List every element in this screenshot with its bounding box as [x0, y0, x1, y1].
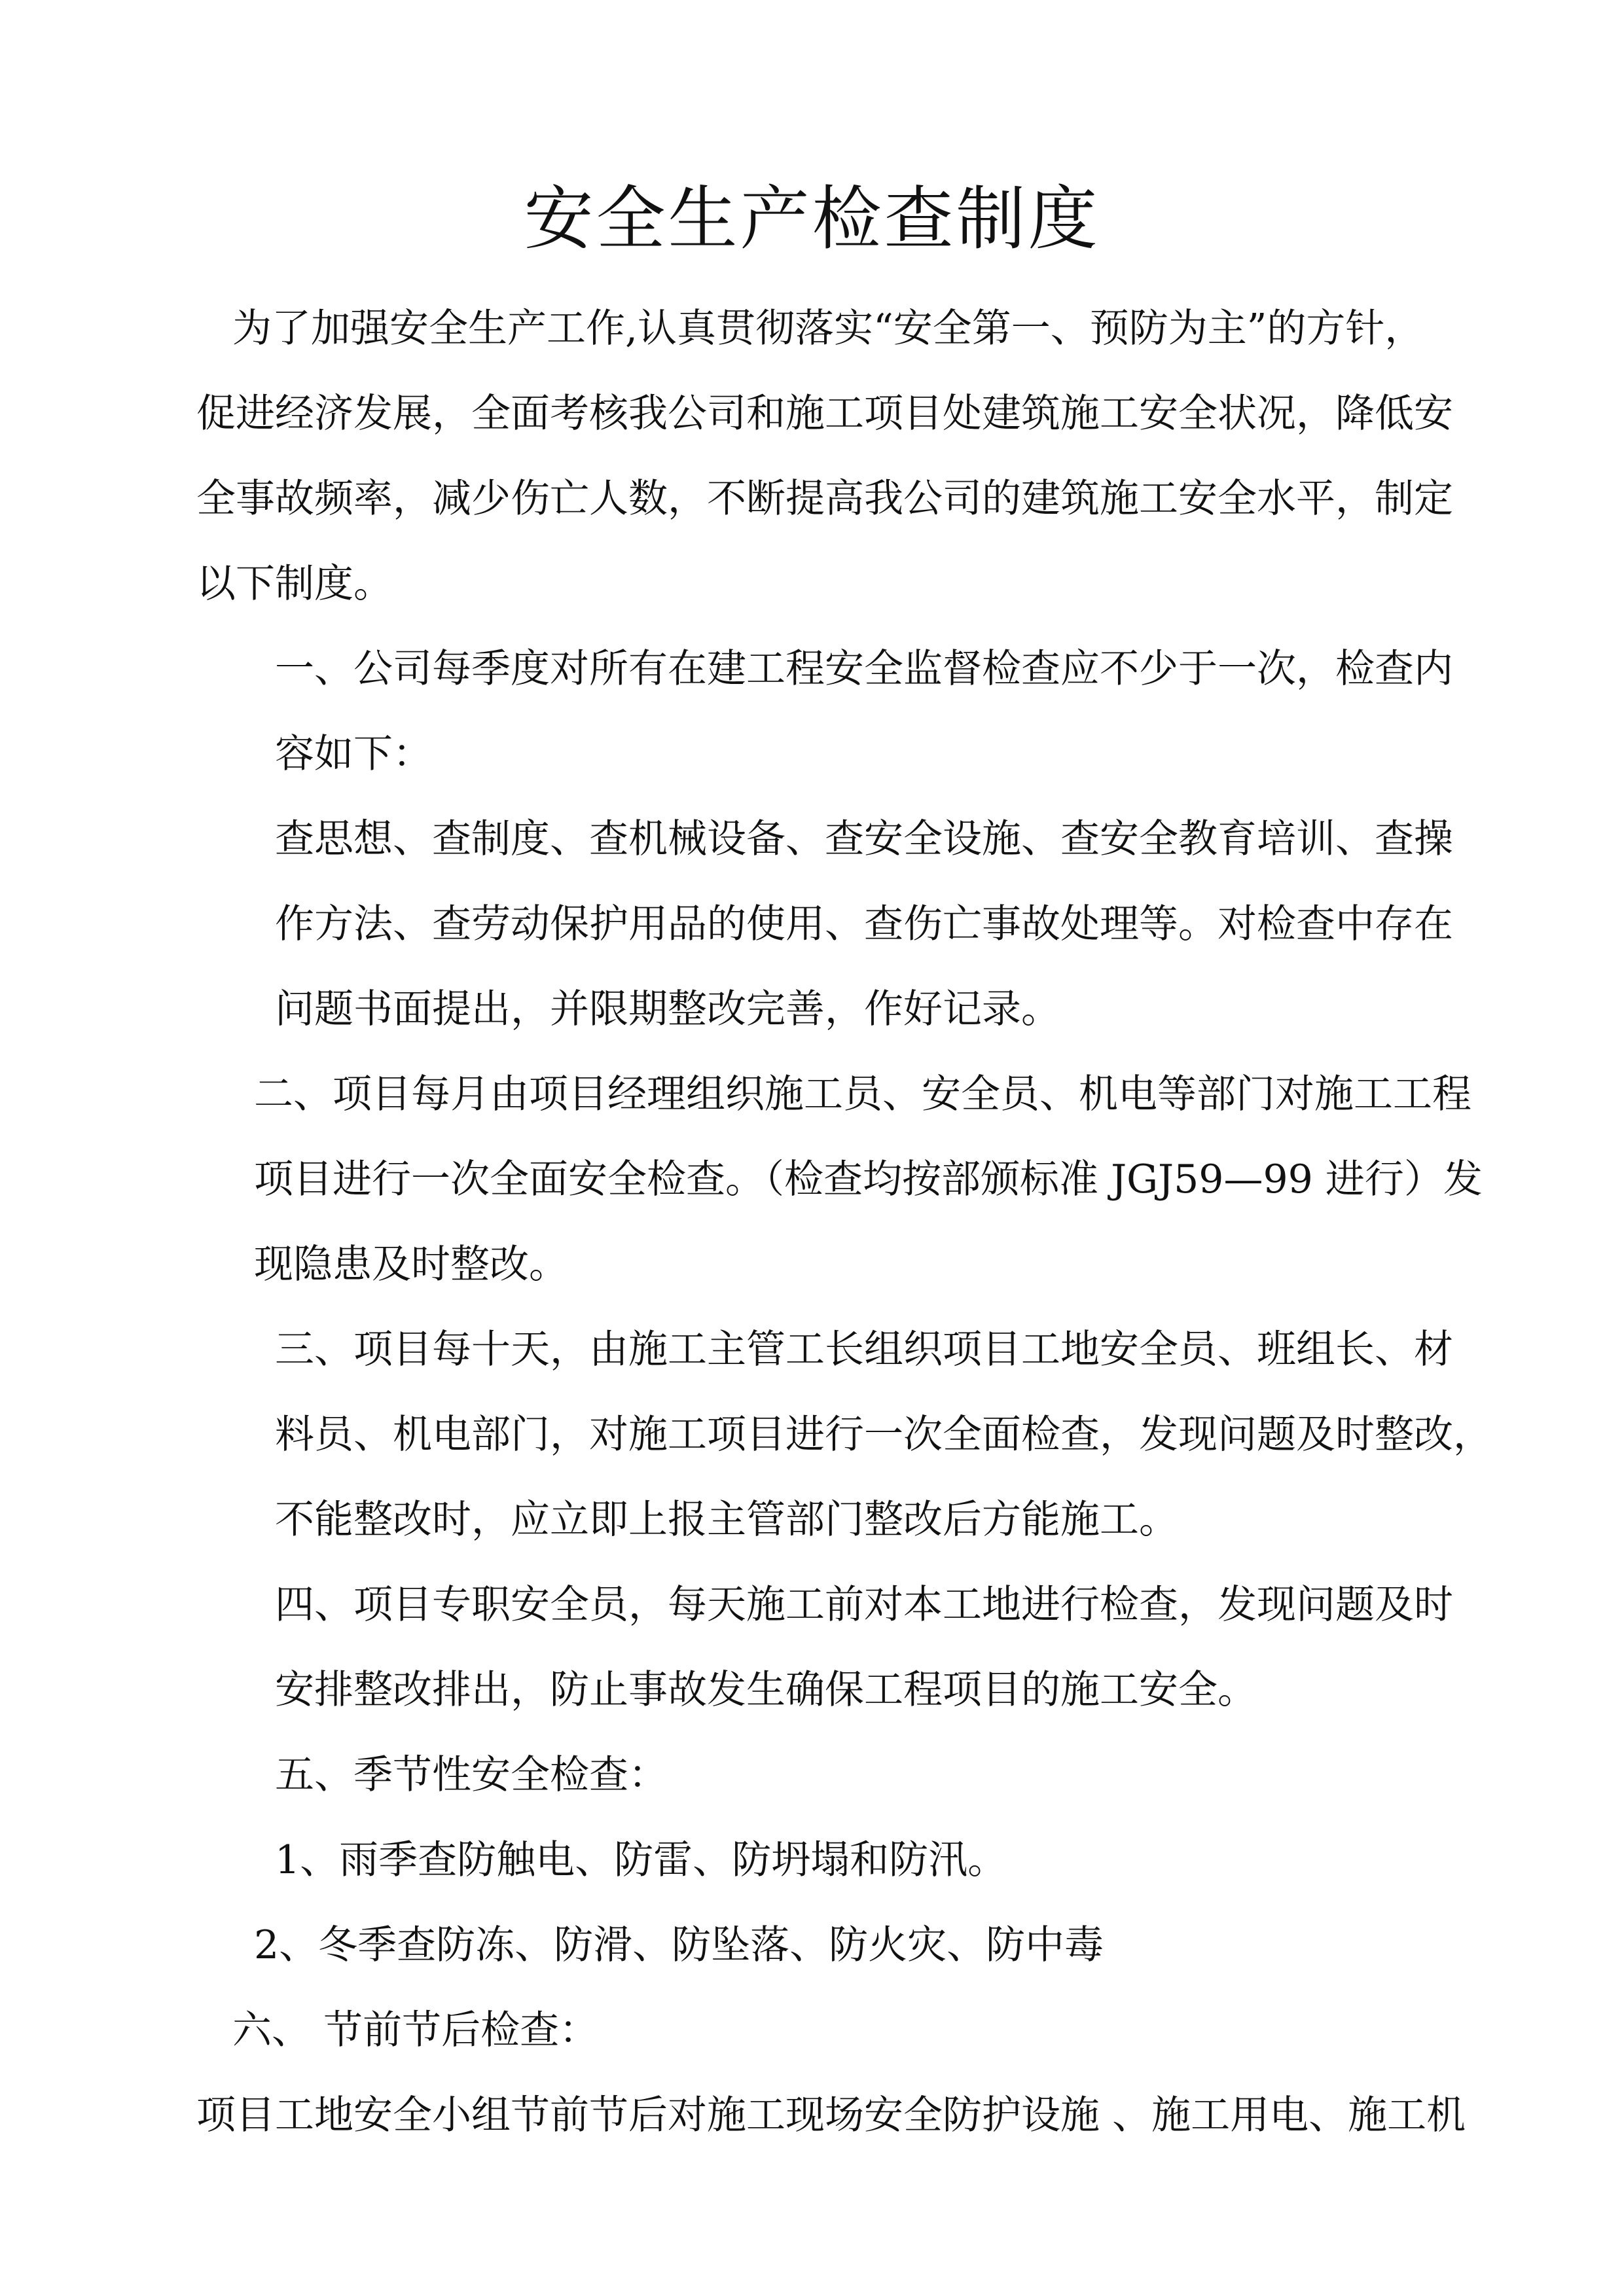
section6-heading: 六、 节前节后检查： [232, 2007, 599, 2053]
section1-line-3: 查思想、查制度、查机械设备、查安全设施、查安全教育培训、查操 [275, 816, 1453, 862]
section3-line-1: 三、项目每十天，由施工主管工长组织项目工地安全员、班组长、材 [275, 1327, 1453, 1372]
section3-line-3: 不能整改时，应立即上报主管部门整改后方能施工。 [275, 1497, 1178, 1543]
section5-item-2: 2、冬季查防冻、防滑、防坠落、防火灾、防中毒 [254, 1922, 1104, 1968]
section2-line-1: 二、项目每月由项目经理组织施工员、安全员、机电等部门对施工工程 [254, 1071, 1471, 1117]
section6-body-line-1: 项目工地安全小组节前节后对施工现场安全防护设施 、施工用电、施工机 [196, 2092, 1466, 2138]
section5-heading: 五、季节性安全检查： [275, 1752, 668, 1798]
section1-line-5: 问题书面提出，并限期整改完善，作好记录。 [275, 986, 1060, 1032]
section2-line-2: 项目进行一次全面安全检查。（检查均按部颁标准 JGJ59—99 进行）发 [254, 1157, 1483, 1202]
section5-item-1: 1、雨季查防触电、防雷、防坍塌和防汛。 [275, 1837, 1007, 1883]
section2-line-3: 现隐患及时整改。 [254, 1242, 568, 1287]
section4-line-2: 安排整改排出，防止事故发生确保工程项目的施工安全。 [275, 1667, 1257, 1713]
section3-line-2: 料员、机电部门，对施工项目进行一次全面检查，发现问题及时整改， [275, 1412, 1492, 1458]
intro-line-2: 促进经济发展，全面考核我公司和施工项目处建筑施工安全状况，降低安 [196, 391, 1453, 437]
intro-line-1: 为了加强安全生产工作,认真贯彻落实“安全第一、预防为主”的方针， [232, 306, 1424, 351]
section1-line-1: 一、公司每季度对所有在建工程安全监督检查应不少于一次，检查内 [275, 646, 1453, 692]
document-title: 安全生产检查制度 [524, 179, 1100, 259]
section1-line-2: 容如下： [275, 731, 432, 777]
intro-line-4: 以下制度。 [196, 561, 393, 607]
intro-line-3: 全事故频率，减少伤亡人数，不断提高我公司的建筑施工安全水平，制定 [196, 476, 1453, 522]
section1-line-4: 作方法、查劳动保护用品的使用、查伤亡事故处理等。对检查中存在 [275, 901, 1453, 947]
section4-line-1: 四、项目专职安全员，每天施工前对本工地进行检查，发现问题及时 [275, 1582, 1453, 1628]
